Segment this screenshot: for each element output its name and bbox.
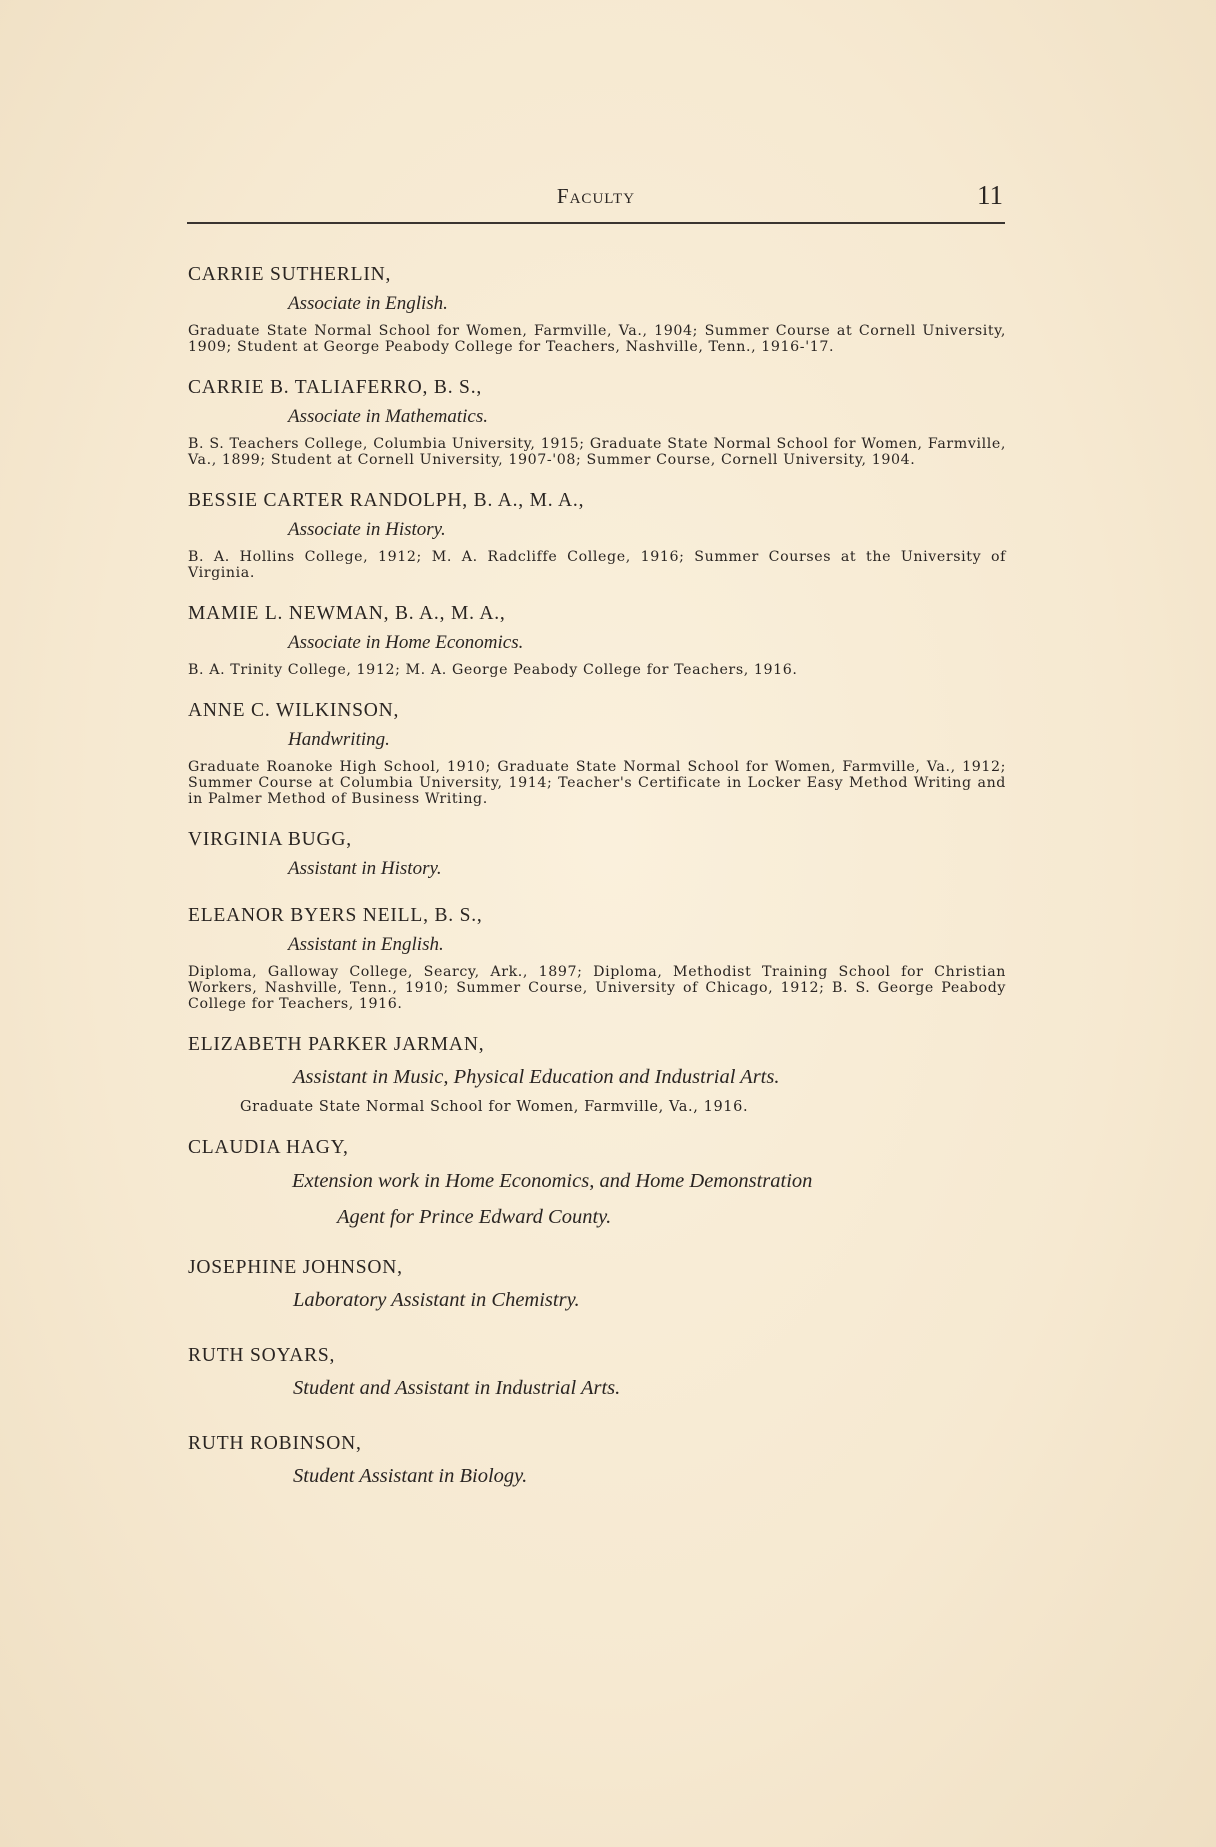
faculty-entry <box>188 698 1006 807</box>
faculty-name: CLAUDIA HAGY, <box>188 1137 349 1158</box>
faculty-entry <box>188 1431 1006 1493</box>
faculty-position: Associate in English. <box>288 293 448 314</box>
faculty-entry <box>188 1032 1006 1115</box>
faculty-entry <box>188 375 1006 468</box>
faculty-name: ELIZABETH PARKER JARMAN, <box>188 1034 485 1055</box>
faculty-credentials: Graduate Roanoke High School, 1910; Graduate State Normal School for Women, Farmville, Va., 1912; Summer Course at Columbia University, 1914; Teacher's Certificate in Locker Easy Method Writing and in Palmer Method of Business Writing. <box>188 759 1006 807</box>
running-title: Faculty <box>556 184 636 208</box>
faculty-position: Student Assistant in Biology. <box>293 1465 528 1487</box>
faculty-name: BESSIE CARTER RANDOLPH, B. A., M. A., <box>188 490 585 511</box>
faculty-position: Associate in History. <box>288 519 446 540</box>
faculty-list <box>188 262 1006 1519</box>
page-number: 11 <box>977 180 1003 210</box>
faculty-entry <box>188 903 1006 1012</box>
faculty-name: RUTH SOYARS, <box>188 1345 336 1366</box>
faculty-name: JOSEPHINE JOHNSON, <box>188 1257 403 1278</box>
faculty-name: CARRIE SUTHERLIN, <box>188 264 392 285</box>
faculty-position: Assistant in History. <box>288 858 442 879</box>
faculty-position: Assistant in English. <box>288 934 444 955</box>
faculty-entry <box>188 262 1006 355</box>
faculty-entry <box>188 488 1006 581</box>
faculty-credentials: B. S. Teachers College, Columbia University, 1915; Graduate State Normal School for Women, Farmville, Va., 1899; Student at Cornell University, 1907-'08; Summer Course, Cornell University, 1904. <box>188 436 1006 468</box>
faculty-name: ANNE C. WILKINSON, <box>188 700 400 721</box>
faculty-entry <box>188 601 1006 678</box>
faculty-credentials: B. A. Hollins College, 1912; M. A. Radcliffe College, 1916; Summer Courses at the University of Virginia. <box>188 549 1006 581</box>
faculty-name: CARRIE B. TALIAFERRO, B. S., <box>188 377 483 398</box>
faculty-position: Handwriting. <box>288 729 390 750</box>
faculty-position: Assistant in Music, Physical Education and Industrial Arts. <box>293 1066 780 1088</box>
faculty-position-line: Agent for Prince Edward County. <box>337 1206 612 1228</box>
faculty-position: Laboratory Assistant in Chemistry. <box>293 1289 580 1311</box>
page-header <box>187 180 1005 224</box>
faculty-position: Associate in Home Economics. <box>288 632 524 653</box>
faculty-entry <box>188 1343 1006 1405</box>
faculty-entry <box>188 1135 1006 1235</box>
faculty-entry <box>188 1255 1006 1317</box>
faculty-entry <box>188 827 1006 883</box>
faculty-credentials: Graduate State Normal School for Women, Farmville, Va., 1904; Summer Course at Cornell University, 1909; Student at George Peabody College for Teachers, Nashville, Tenn., 1916-'17. <box>188 323 1006 355</box>
faculty-name: VIRGINIA BUGG, <box>188 829 352 850</box>
faculty-position: Student and Assistant in Industrial Arts. <box>293 1377 621 1399</box>
faculty-position-line: Extension work in Home Economics, and Home Demonstration <box>292 1170 813 1192</box>
faculty-name: MAMIE L. NEWMAN, B. A., M. A., <box>188 603 506 624</box>
faculty-name: ELEANOR BYERS NEILL, B. S., <box>188 905 483 926</box>
faculty-credentials: Graduate State Normal School for Women, Farmville, Va., 1916. <box>240 1099 749 1115</box>
faculty-credentials: B. A. Trinity College, 1912; M. A. George Peabody College for Teachers, 1916. <box>188 662 798 678</box>
faculty-name: RUTH ROBINSON, <box>188 1433 362 1454</box>
faculty-position: Associate in Mathematics. <box>288 406 488 427</box>
faculty-credentials: Diploma, Galloway College, Searcy, Ark., 1897; Diploma, Methodist Training School for Christian Workers, Nashville, Tenn., 1910; Summer Course, University of Chicago, 1912; B. S. George Peabody College for Teachers, 1916. <box>188 964 1006 1012</box>
faculty-position <box>188 1163 1006 1235</box>
